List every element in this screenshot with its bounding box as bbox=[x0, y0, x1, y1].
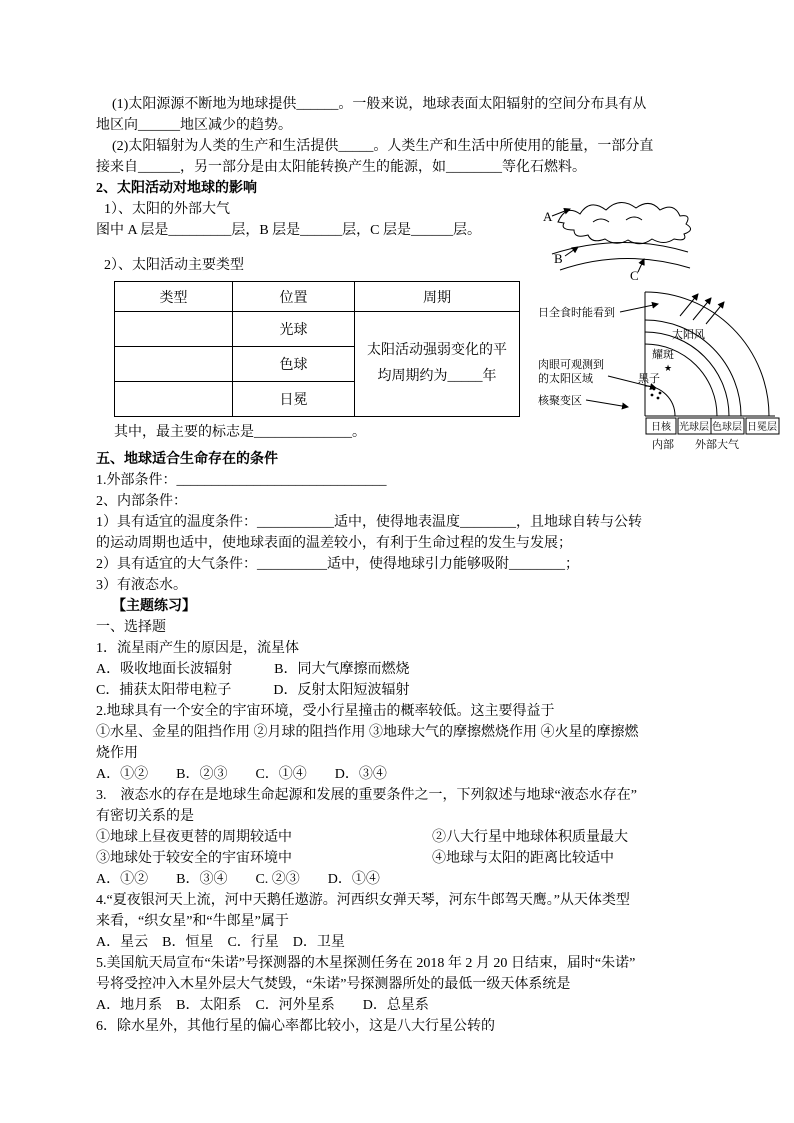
period-text-line: 均周期约为_____年 bbox=[377, 369, 497, 384]
heading-practice: 【主题练习】 bbox=[112, 599, 196, 614]
blob-inner-squiggle bbox=[593, 219, 609, 222]
naked-eye-label-line1: 肉眼可观测到 bbox=[538, 359, 604, 371]
text-line: 2）具有适宜的大气条件：__________适中，使得地球引力能够吸附________； bbox=[96, 557, 579, 572]
text-line: 2.地球具有一个安全的宇宙环境，受小行星撞击的概率较低。这主要得益于 bbox=[96, 704, 555, 719]
text-line: 烧作用 bbox=[96, 746, 138, 761]
text-line: 其中，最主要的标志是______________。 bbox=[114, 425, 366, 440]
corona-label: 日冕层 bbox=[747, 422, 777, 433]
table-cell-type-blank bbox=[115, 312, 233, 347]
text-line: ①地球上昼夜更替的周期较适中 ②八大行星中地球体积质量最大 bbox=[96, 830, 628, 845]
flare-star-icon: ★ bbox=[664, 363, 673, 373]
core-boundary-arc bbox=[645, 386, 675, 416]
text-line: 1．流星雨产生的原因是，流星体 bbox=[96, 641, 299, 656]
fusion-arrow bbox=[586, 400, 628, 407]
text-line: 图中 A 层是_________层，B 层是______层，C 层是______层。 bbox=[96, 223, 482, 238]
heading-multiple-choice: 一、选择题 bbox=[96, 620, 166, 635]
layer-label-c: C bbox=[630, 268, 639, 283]
table-header-row bbox=[115, 282, 520, 312]
heading-solar-activity-effects: 2、太阳活动对地球的影响 bbox=[96, 181, 257, 196]
text-line: A．①② B．②③ C．①④ D．③④ bbox=[96, 767, 387, 782]
label-c-arrow bbox=[638, 259, 644, 272]
text-line: A．星云 B．恒星 C．行星 D．卫星 bbox=[96, 935, 345, 950]
text-line: 1）具有适宜的温度条件：___________适中，使得地表温度________，且地球自转与公转 bbox=[96, 515, 642, 530]
sunspot-dot bbox=[651, 394, 654, 397]
solar-wind-ray bbox=[680, 294, 698, 316]
solar-wind-ray bbox=[706, 302, 724, 324]
flare-label: 耀斑 bbox=[652, 349, 674, 361]
text-line: A．①② B．③④ C. ②③ D．①④ bbox=[96, 872, 380, 887]
sunspot-label: 黑子 bbox=[638, 373, 660, 385]
table-cell-position: 光球 bbox=[233, 312, 355, 347]
sun-atmosphere-diagram bbox=[538, 192, 703, 292]
naked-eye-label-line2: 的太阳区域 bbox=[538, 373, 593, 385]
table-header-type: 类型 bbox=[115, 282, 233, 312]
table-cell-position: 色球 bbox=[233, 347, 355, 382]
outer-atmosphere-label: 外部大气 bbox=[695, 439, 739, 451]
core-label: 日核 bbox=[651, 422, 671, 433]
table-cell-period bbox=[355, 312, 520, 417]
text-line: 1.外部条件：______________________________ bbox=[96, 473, 387, 488]
text-line: 5.美国航天局宣布“朱诺”号探测器的木星探测任务在 2018 年 2 月 20 日结束，届时“朱诺” bbox=[96, 956, 636, 971]
table-row bbox=[115, 312, 520, 347]
text-line: 地区向______地区减少的趋势。 bbox=[96, 118, 292, 133]
table-header-position: 位置 bbox=[233, 282, 355, 312]
sunspot-dot bbox=[657, 397, 660, 400]
interior-label: 内部 bbox=[652, 439, 674, 451]
photosphere-label: 光球层 bbox=[679, 422, 709, 433]
table-cell-position: 日冕 bbox=[233, 382, 355, 417]
layer-label-a: A bbox=[543, 209, 553, 224]
solar-activity-table bbox=[114, 281, 520, 417]
text-line: 有密切关系的是 bbox=[96, 809, 194, 824]
text-line: 来看，“织女星”和“牛郎星”属于 bbox=[96, 914, 289, 929]
text-line: 接来自______，另一部分是由太阳能转换产生的能源，如________等化石燃料。 bbox=[96, 160, 586, 175]
text-line: A．吸收地面长波辐射 B．同大气摩擦而燃烧 bbox=[96, 662, 410, 677]
text-line: A．地月系 B．太阳系 C．河外星系 D．总星系 bbox=[96, 998, 429, 1013]
table-cell-type-blank bbox=[115, 347, 233, 382]
text-line: ③地球处于较安全的宇宙环境中 ④地球与太阳的距离比较适中 bbox=[96, 851, 614, 866]
layer-arc-b bbox=[552, 242, 688, 254]
text-line: C．捕获太阳带电粒子 D．反射太阳短波辐射 bbox=[96, 683, 410, 698]
table-cell-type-blank bbox=[115, 382, 233, 417]
blob-inner-squiggle bbox=[626, 217, 642, 220]
text-line: ①水星、金星的阻挡作用 ②月球的阻挡作用 ③地球大气的摩擦燃烧作用 ④火星的摩擦燃 bbox=[96, 725, 639, 740]
text-line: (2)太阳辐射为人类的生产和生活提供_____。人类生产和生活中所使用的能量，一部分直 bbox=[112, 139, 654, 154]
prominence-blob bbox=[558, 202, 691, 243]
text-line: 4.“夏夜银河天上流，河中天鹅任遨游。河西织女弹天琴，河东牛郎驾天鹰。”从天体类型 bbox=[96, 893, 630, 908]
eclipse-visible-label: 日全食时能看到 bbox=[538, 307, 615, 319]
sun-structure-diagram bbox=[530, 286, 782, 451]
text-line: 的运动周期也适中，使地球表面的温差较小，有利于生命过程的发生与发展； bbox=[96, 536, 572, 551]
layer-arc-c bbox=[560, 258, 690, 270]
text-line: 2、内部条件： bbox=[96, 494, 187, 509]
period-text-line: 太阳活动强弱变化的平 bbox=[367, 343, 507, 358]
text-line: 号将受控冲入木星外层大气焚毁，“朱诺”号探测器所处的最低一级天体系统是 bbox=[96, 977, 571, 992]
sunspot-dot bbox=[659, 392, 662, 395]
text-line: 6．除水星外，其他行星的偏心率都比较小，这是八大行星公转的 bbox=[96, 1019, 495, 1034]
text-line: 1）、太阳的外部大气 bbox=[104, 202, 230, 217]
text-line: 3）有液态水。 bbox=[96, 578, 187, 593]
eclipse-arrow bbox=[620, 304, 658, 312]
text-line: 2）、太阳活动主要类型 bbox=[104, 258, 244, 273]
text-line: 3. 液态水的存在是地球生命起源和发展的重要条件之一，下列叙述与地球“液态水存在” bbox=[96, 788, 637, 803]
layer-label-b: B bbox=[554, 251, 563, 266]
heading-life-conditions: 五、地球适合生命存在的条件 bbox=[96, 452, 278, 467]
chromosphere-label: 色球层 bbox=[712, 422, 742, 433]
table-header-period: 周期 bbox=[355, 282, 520, 312]
solar-wind-label: 太阳风 bbox=[672, 329, 705, 341]
text-line: (1)太阳源源不断地为地球提供______。一般来说，地球表面太阳辐射的空间分布具有从 bbox=[112, 97, 647, 112]
fusion-zone-label: 核聚变区 bbox=[538, 395, 582, 407]
label-a-arrow bbox=[552, 209, 570, 216]
